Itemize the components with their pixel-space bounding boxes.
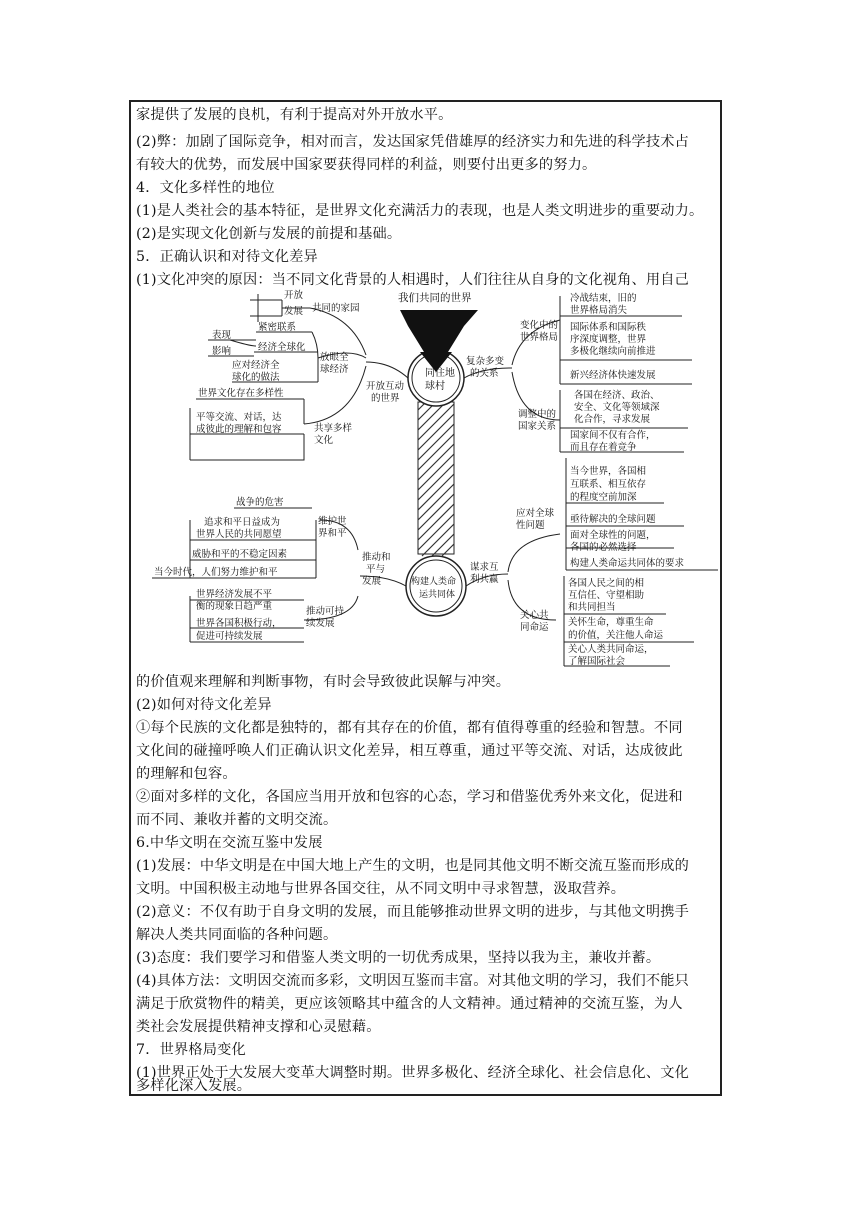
mindmap-node-label: 面对全球性的问题， [570,530,656,541]
mindmap-node-label: 变化中的 [520,320,559,331]
mindmap-node-label: 世界格局 [520,332,559,343]
mind-map [150,289,720,673]
mindmap-node-label: 复杂多变 [466,356,505,367]
mindmap-node-label: 同住地 [425,368,455,379]
mindmap-node-label: 新兴经济体快速发展 [570,370,656,381]
text-line: (1)世界正处于大发展大变革大调整时期。世界多极化、经济全球化、社会信息化、文化 [136,1065,690,1081]
mindmap-node-label: 文化 [314,435,334,446]
mindmap-node-label: 世界人民的共同愿望 [196,529,282,540]
section-heading: 5．正确认识和对待文化差异 [136,249,318,265]
mindmap-title: 我们共同的世界 [398,292,472,304]
text-line: 解决人类共同面临的各种问题。 [136,927,338,943]
mindmap-node-label: 球化的做法 [232,372,280,383]
text-line: (1)文化冲突的原因：当不同文化背景的人相遇时，人们往往从自身的文化视角、用自己 [136,272,690,288]
mindmap-node-label: 互信任、守望相助 [568,590,645,601]
mindmap-node-label: 共享多样 [314,423,353,434]
text-line: 文化间的碰撞呼唤人们正确认识文化差异，相互尊重，通过平等交流、对话，达成彼此 [136,743,683,759]
text-line: (4)具体方法：文明因交流而多彩，文明因互鉴而丰富。对其他文明的学习，我们不能只 [136,973,690,989]
mindmap-node-label: 冷战结束，旧的 [570,293,637,304]
mindmap-node-label: 界和平 [318,528,347,539]
text-line: 满足于欣赏物件的精美，更应该领略其中蕴含的人文精神。通过精神的交流互鉴，为人 [136,996,683,1012]
mindmap-node-label: 球经济 [320,364,349,375]
text-line: 有较大的优势，而发展中国家要获得同样的利益，则要付出更多的努力。 [136,157,597,173]
text-line: (2)如何对待文化差异 [136,697,272,713]
mindmap-node-label: 当今世界，各国相 [570,466,647,477]
mindmap-node-label: 同命运 [520,622,549,633]
mindmap-node-label: 应对经济全 [232,360,280,371]
mindmap-node-label: 发展 [362,576,382,587]
mindmap-node-label: 和共同担当 [568,602,616,613]
mindmap-node-label: 成彼此的理解和包容 [196,424,282,435]
mindmap-node-label: 关心共 [520,610,549,621]
mindmap-node-label: 发展 [284,306,304,317]
mindmap-node-label: 开放互动 [366,381,405,392]
mindmap-node-label: 了解国际社会 [568,656,626,667]
mindmap-node-label: 战争的危害 [236,497,284,508]
mindmap-node-label: 多极化继续向前推进 [570,346,656,357]
text-line: (2)意义：不仅有助于自身文明的发展，而且能够推动世界文明的进步，与其他文明携手 [136,904,690,920]
mindmap-node-label: 调整中的 [518,409,557,420]
mindmap-node-label: 球村 [425,381,445,392]
mindmap-node-label: 国际体系和国际秩 [570,322,647,333]
mindmap-node-label: 国家关系 [518,421,557,432]
mindmap-node-label: 的世界 [371,393,400,404]
mindmap-node-label: 世界经济发展不平 [196,589,273,600]
mindmap-node-label: 构建人类命运共同体的要求 [570,558,685,569]
mindmap-node-label: 放眼全 [320,352,349,363]
section-heading: 6.中华文明在交流互鉴中发展 [136,835,323,851]
mindmap-node-label: 性问题 [516,520,545,531]
text-line: (1)是人类社会的基本特征，是世界文化充满活力的表现，也是人类文明进步的重要动力。 [136,203,704,219]
mindmap-node-label: 的关系 [470,368,499,379]
mindmap-node-label: 影响 [212,346,232,357]
section-heading: 4．文化多样性的地位 [136,180,275,196]
section-heading: 7．世界格局变化 [136,1042,246,1058]
mindmap-node-label: 谋求互 [470,562,499,573]
mindmap-node-label: 世界各国积极行动， [196,618,282,629]
mindmap-node-label: 关心人类共同命运， [568,644,654,655]
text-line: 类社会发展提供精神支撑和心灵慰藉。 [136,1019,381,1035]
mindmap-node-label: 关怀生命，尊重生命 [568,617,654,628]
mindmap-node-label: 维护世 [318,516,347,527]
text-line: 的理解和包容。 [136,766,237,782]
mindmap-node-label: 世界文化存在多样性 [198,388,284,399]
text-line: ①每个民族的文化都是独特的，都有其存在的价值，都有值得尊重的经验和智慧。不同 [136,720,683,736]
mindmap-node-label: 当今时代，人们努力维护和平 [154,567,278,578]
text-line: 文明。中国积极主动地与世界各国交往，从不同文明中寻求智慧，汲取营养。 [136,881,626,897]
mindmap-node-label: 续发展 [306,618,335,629]
mindmap-node-label: 威胁和平的不稳定因素 [192,549,288,560]
mindmap-node-label: 衡的现象日趋严重 [196,601,273,612]
mindmap-node-label: 经济全球化 [258,342,306,353]
mindmap-node-label: 紧密联系 [258,322,297,333]
text-line: ②面对多样的文化，各国应当用开放和包容的心态，学习和借鉴优秀外来文化，促进和 [136,789,683,805]
mindmap-node-label: 开放 [284,290,304,301]
text-line: (1)发展：中华文明是在中国大地上产生的文明，也是同其他文明不断交流互鉴而形成的 [136,858,690,874]
text-line: 的价值观来理解和判断事物，有时会导致彼此误解与冲突。 [136,674,511,690]
mindmap-node-label: 各国在经济、政治、 [574,390,660,401]
mindmap-node-label: 利共赢 [470,574,499,585]
mindmap-node-label: 互联系、相互依存 [570,479,647,490]
text-line: (3)态度：我们要学习和借鉴人类文明的一切优秀成果，坚持以我为主，兼收并蓄。 [136,950,661,966]
mindmap-node-label: 化合作，寻求发展 [574,414,651,425]
text-line: (2)弊：加剧了国际竞争，相对而言，发达国家凭借雄厚的经济实力和先进的科学技术占 [136,134,690,150]
mindmap-node-label: 运共同体 [419,590,456,600]
mindmap-node-label: 促进可持续发展 [196,631,263,642]
mindmap-node-label: 各国的必然选择 [570,542,637,553]
mindmap-node-label: 世界格局消失 [570,305,628,316]
mindmap-node-label: 安全、文化等领域深 [574,402,660,413]
mindmap-node-label: 的价值，关注他人命运 [568,630,664,641]
mindmap-node-label: 国家间不仅有合作， [570,430,656,441]
mindmap-node-label: 共同的家园 [312,303,360,314]
mindmap-node-label: 的程度空前加深 [570,492,637,503]
mindmap-node-label: 亟待解决的全球问题 [570,514,656,525]
mindmap-node-label: 各国人民之间的相 [568,578,645,589]
text-line: 多样化深入发展。 [136,1078,252,1094]
mindmap-node-label: 推动和 [362,552,391,563]
text-line: 而不同、兼收并蓄的文明交流。 [136,812,338,828]
mindmap-node-label: 而且存在着竞争 [570,442,637,453]
mindmap-node-label: 平等交流、对话，达 [196,412,282,423]
text-line: (2)是实现文化创新与发展的前提和基础。 [136,226,402,242]
mindmap-node-label: 表现 [212,330,232,341]
mindmap-node-label: 序深度调整，世界 [570,334,647,345]
mindmap-node-label: 推动可持 [306,606,345,617]
mindmap-node-label: 平与 [366,564,386,575]
mindmap-node-label: 追求和平日益成为 [204,517,281,528]
mindmap-node-label: 应对全球 [516,508,555,519]
text-line: 家提供了发展的良机，有利于提高对外开放水平。 [136,107,453,123]
mindmap-node-label: 构建人类命 [411,577,457,587]
